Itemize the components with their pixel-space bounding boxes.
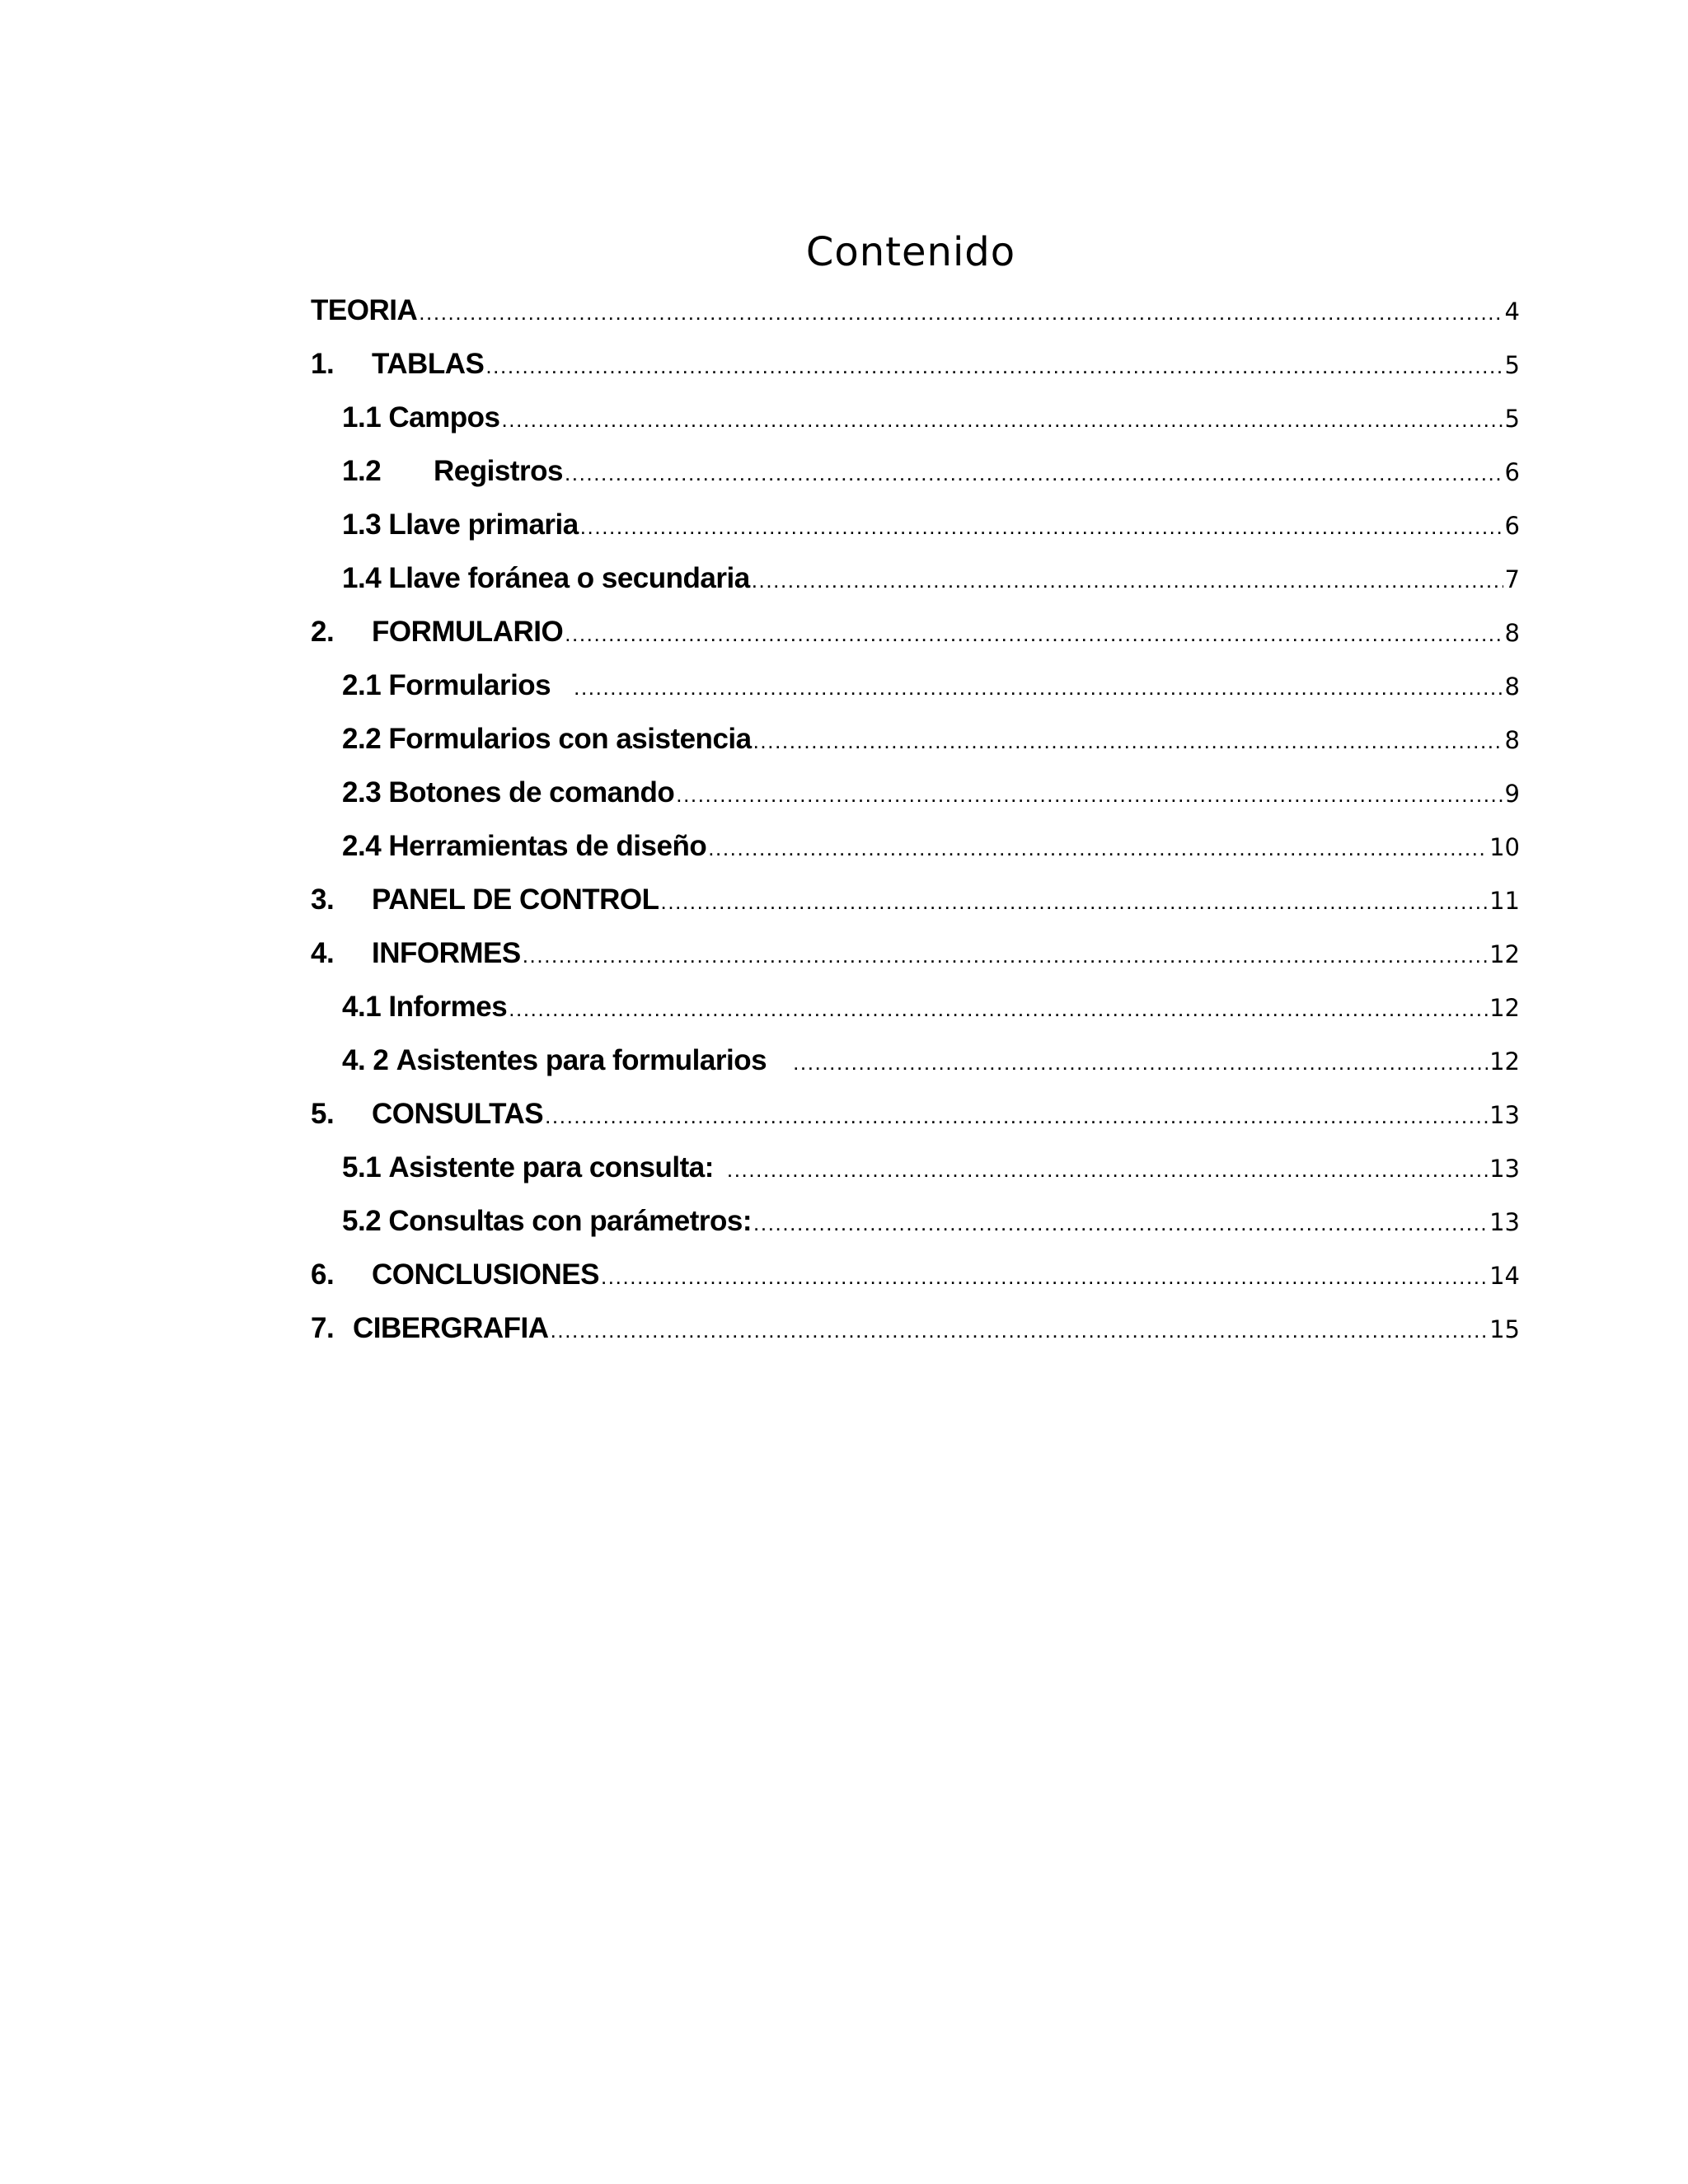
toc-leader (565, 447, 1503, 500)
toc-entry-number: 2.2 (342, 723, 382, 755)
toc-leader (708, 822, 1488, 875)
toc-entry-number: 2.4 (342, 830, 382, 862)
toc-entry-label: Registros (434, 455, 563, 487)
toc-entry-label: CIBERGRAFIA (353, 1312, 549, 1344)
toc-leader (574, 661, 1503, 715)
toc-entry-label: PANEL DE CONTROL (372, 883, 659, 916)
toc-page-number: 5 (1504, 351, 1520, 379)
toc-page-number: 6 (1504, 458, 1520, 486)
toc-leader (419, 286, 1503, 340)
toc-leader (601, 1250, 1488, 1304)
toc-entry-number: 1.3 (342, 509, 382, 541)
toc-entry-conclusiones[interactable] (311, 1248, 1520, 1301)
toc-entry-label: Formularios con asistencia (388, 723, 752, 755)
toc-entry-label: Llave foránea o secundaria (388, 562, 750, 594)
toc-entry-formularios-asistencia[interactable] (311, 712, 1520, 766)
toc-page-number: 12 (1489, 1047, 1520, 1076)
toc-entry-panel-control[interactable] (311, 873, 1520, 926)
toc-entry-number: 7. (311, 1312, 335, 1344)
toc-page-number: 13 (1489, 1155, 1520, 1183)
toc-entry-label: Llave primaria (388, 509, 579, 541)
toc-page-number: 12 (1489, 994, 1520, 1022)
toc-entry-number: 2.3 (342, 776, 382, 808)
toc-entry-number: 5.2 (342, 1205, 382, 1237)
toc-entry-tablas[interactable] (311, 337, 1520, 391)
toc-page-number: 7 (1504, 565, 1520, 593)
toc-entry-number: 4.1 (342, 991, 382, 1023)
toc-entry-number: 4. 2 (342, 1044, 389, 1076)
toc-page-number: 11 (1489, 887, 1520, 915)
toc-entry-label: FORMULARIO (372, 616, 564, 648)
toc-entry-number: 2. (311, 616, 335, 648)
toc-leader (485, 340, 1503, 393)
toc-entry-number: 4. (311, 937, 335, 969)
toc-page-number: 6 (1504, 512, 1520, 540)
toc-entry-asistente-consulta[interactable] (311, 1141, 1520, 1194)
toc-page-number: 12 (1489, 940, 1520, 968)
toc-entry-label: Asistente para consulta: (388, 1151, 714, 1183)
toc-entry-number: 1.4 (342, 562, 382, 594)
toc-entry-label: Informes (388, 991, 508, 1023)
toc-entry-teoria[interactable] (311, 284, 1520, 337)
toc-page-number: 4 (1504, 298, 1520, 326)
toc-entry-label: CONCLUSIONES (372, 1258, 599, 1291)
toc-entry-asistentes-formularios[interactable] (311, 1033, 1520, 1087)
toc-page-number: 13 (1489, 1101, 1520, 1129)
toc-entry-number: 1.1 (342, 401, 382, 434)
toc-entry-campos[interactable] (311, 391, 1520, 444)
toc-entry-herramientas-diseno[interactable] (311, 819, 1520, 873)
toc-entry-informes-section[interactable] (311, 926, 1520, 980)
toc-leader (501, 393, 1503, 447)
toc-page-number: 14 (1489, 1262, 1520, 1290)
toc-entry-consultas-parametros[interactable] (311, 1194, 1520, 1248)
toc-leader (753, 1197, 1488, 1250)
toc-leader (565, 607, 1503, 661)
toc-entry-formularios[interactable] (311, 658, 1520, 712)
toc-entry-label: Formularios (388, 669, 551, 701)
toc-entry-number: 1. (311, 348, 335, 380)
toc-leader (793, 1036, 1488, 1090)
toc-leader (676, 768, 1503, 822)
toc-page-number: 8 (1504, 619, 1520, 647)
toc-leader (523, 929, 1488, 982)
toc-page-number: 9 (1504, 780, 1520, 808)
toc-entry-botones-comando[interactable] (311, 766, 1520, 819)
toc-entry-label: Consultas con parámetros: (388, 1205, 753, 1237)
toc-entry-number: 1.2 (342, 455, 382, 487)
toc-entry-llave-primaria[interactable] (311, 498, 1520, 551)
toc-entry-formulario[interactable] (311, 605, 1520, 658)
toc-leader (753, 715, 1503, 768)
toc-entry-label: Campos (388, 401, 500, 434)
toc-title: Contenido (805, 229, 1016, 275)
toc-entry-number: 6. (311, 1258, 335, 1291)
toc-leader (551, 1304, 1489, 1357)
toc-leader (580, 500, 1503, 554)
toc-entry-label: Botones de comando (388, 776, 675, 808)
toc-page-number: 13 (1489, 1208, 1520, 1236)
toc-entry-number: 5.1 (342, 1151, 382, 1183)
toc-leader (752, 554, 1503, 607)
toc-page-number: 8 (1504, 726, 1520, 754)
toc-entry-label: TABLAS (372, 348, 485, 380)
toc-entry-number: 5. (311, 1098, 335, 1130)
toc-entry-label: TEORIA (311, 294, 418, 326)
toc-page-number: 10 (1489, 833, 1520, 861)
toc-entry-registros[interactable] (311, 444, 1520, 498)
toc-leader (509, 982, 1488, 1036)
toc-entry-label: Herramientas de diseño (388, 830, 707, 862)
toc-page-number: 15 (1489, 1315, 1520, 1343)
toc-entry-label: CONSULTAS (372, 1098, 544, 1130)
toc-entry-label: INFORMES (372, 937, 521, 969)
table-of-contents (311, 284, 1520, 1355)
toc-entry-number: 2.1 (342, 669, 382, 701)
toc-entry-informes[interactable] (311, 980, 1520, 1033)
toc-entry-llave-foranea[interactable] (311, 551, 1520, 605)
toc-page-number: 5 (1504, 405, 1520, 433)
toc-entry-label: Asistentes para formularios (396, 1044, 767, 1076)
toc-page-number: 8 (1504, 673, 1520, 701)
toc-leader (727, 1143, 1488, 1197)
toc-entry-number: 3. (311, 883, 335, 916)
toc-leader (545, 1090, 1488, 1143)
toc-leader (661, 875, 1489, 929)
toc-entry-cibergrafia[interactable] (311, 1301, 1520, 1355)
toc-entry-consultas[interactable] (311, 1087, 1520, 1141)
